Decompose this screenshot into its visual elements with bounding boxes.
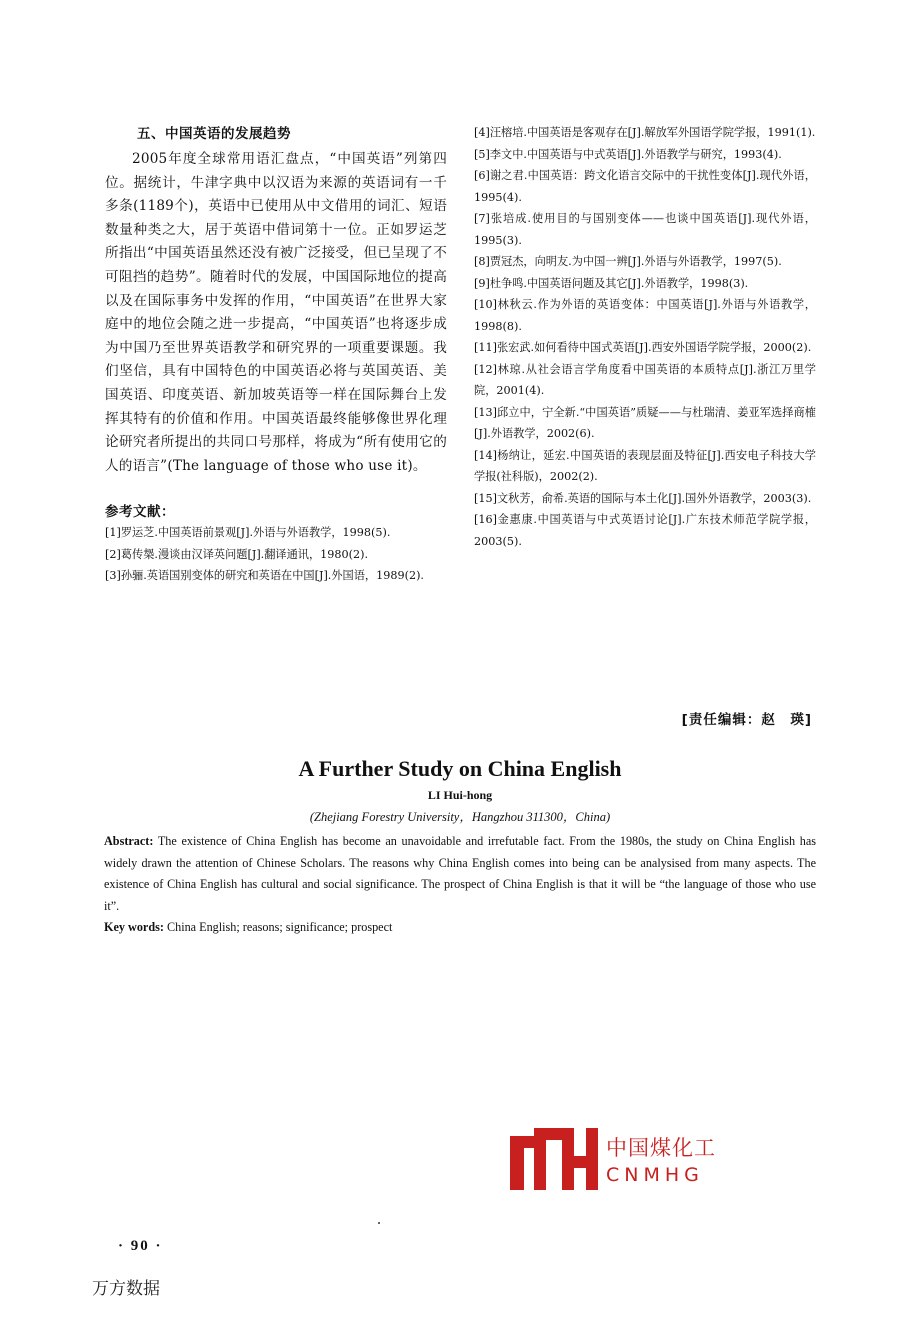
section-heading: 五、中国英语的发展趋势 xyxy=(137,126,291,142)
reference-item: [15]文秋芳，俞希.英语的国际与本土化[J].国外外语教学，2003(3). xyxy=(474,491,812,505)
reference-item: [13]邱立中，宁全新.“中国英语”质疑——与杜瑞清、姜亚军选择商榷[J].外语教学，2002(6). xyxy=(474,405,816,440)
english-title: A Further Study on China English xyxy=(298,756,622,781)
logo-english-text: CNMHG xyxy=(606,1164,704,1186)
logo-chinese-text: 中国煤化工 xyxy=(606,1136,716,1160)
reference-item: [4]汪榕培.中国英语是客观存在[J].解放军外国语学院学报，1991(1). xyxy=(474,126,816,139)
left-column xyxy=(105,122,447,587)
reference-item: [16]金惠康.中国英语与中式英语讨论[J].广东技术师范学院学报，2003(5). xyxy=(474,513,816,548)
reference-item: [14]杨纳让，延宏.中国英语的表现层面及特征[J].西安电子科技大学学报(社科版)，2002(2). xyxy=(474,448,816,483)
reference-item: [1]罗运芝.中国英语前景观[J].外语与外语教学，1998(5). xyxy=(105,526,391,540)
body-paragraph: 2005年度全球常用语汇盘点，“中国英语”列第四位。据统计，牛津字典中以汉语为来源的英语词有一千多条(1189个)，英语中已使用从中文借用的词汇、短语数量种类之大，居于英语中借词第十一位。正如罗运芝所指出“中国英语虽然还没有被广泛接受，但已呈现了不可阻挡的趋势”。随着时代的发展，中国国际地位的提高以及在国际事务中发挥的作用，“中国英语”在世界大家庭中的地位会随之进一步提高，“中国英语”也将逐步成为中国乃至世界英语教学和研究界的一项重要课题。我们坚信，具有中国特色的中国英语必将与英国英语、美国英语、印度英语、新加坡英语等一样在国际舞台上发挥其特有的价值和作用。中国英语最终能够像世界化理论研究者所提出的共同口号那样，将成为“所有使用它的人的语言”(The language of those who use it)。 xyxy=(105,151,447,474)
reference-item: [11]张宏武.如何看待中国式英语[J].西安外国语学院学报，2000(2). xyxy=(474,341,812,354)
reference-item: [8]贾冠杰，向明友.为中国一辨[J].外语与外语教学，1997(5). xyxy=(474,255,782,268)
editor-note: [责任编辑：赵 瑛] xyxy=(681,712,812,728)
reference-item: [6]谢之君.中国英语：跨文化语言交际中的干扰性变体[J].现代外语，1995(4). xyxy=(474,169,816,204)
reference-item: [12]林琼.从社会语言学角度看中国英语的本质特点[J].浙江万里学院，2001(4). xyxy=(474,362,816,397)
keywords-paragraph xyxy=(104,917,816,939)
wanfang-watermark: 万方数据 xyxy=(92,1279,160,1299)
references-heading: 参考文献： xyxy=(105,504,175,521)
english-author: LI Hui-hong xyxy=(427,788,493,802)
cnmhg-logo xyxy=(510,1128,740,1194)
keywords-label: Key words: xyxy=(104,920,164,934)
abstract-label: Abstract: xyxy=(104,834,154,848)
reference-item: [10]林秋云.作为外语的英语变体：中国英语[J].外语与外语教学，1998(8). xyxy=(474,298,816,333)
reference-item: [9]杜争鸣.中国英语问题及其它[J].外语教学，1998(3). xyxy=(474,276,749,290)
reference-item: [5]李文中.中国英语与中式英语[J].外语教学与研究，1993(4). xyxy=(474,147,782,161)
english-abstract-block xyxy=(104,756,816,939)
keywords-text: China English; reasons; significance; prospect xyxy=(166,920,393,934)
reference-item: [3]孙骊.英语国别变体的研究和英语在中国[J].外国语，1989(2). xyxy=(105,569,424,583)
page-number: · 90 · xyxy=(118,1238,163,1254)
english-affiliation: (Zhejiang Forestry University，Hangzhou 311300，China) xyxy=(309,810,611,824)
abstract-text: The existence of China English has become an unavoidable and irrefutable fact. From the 1980s, the study on China English has widely drawn the attention of Chinese Scholars. The reasons why China English comes into being can be analysised from many aspects. The existence of China English has cultural and social significance. The prospect of China English is that it will be “the language of those who use it”. xyxy=(104,834,816,913)
right-column xyxy=(474,122,816,552)
reference-item: [2]葛传椝.漫谈由汉译英问题[J].翻译通讯，1980(2). xyxy=(105,547,369,561)
abstract-paragraph xyxy=(104,831,816,917)
cnmhg-mark-icon xyxy=(510,1128,600,1190)
scan-speck xyxy=(378,1222,380,1224)
reference-item: [7]张培成.使用目的与国别变体——也谈中国英语[J].现代外语，1995(3). xyxy=(474,212,816,247)
